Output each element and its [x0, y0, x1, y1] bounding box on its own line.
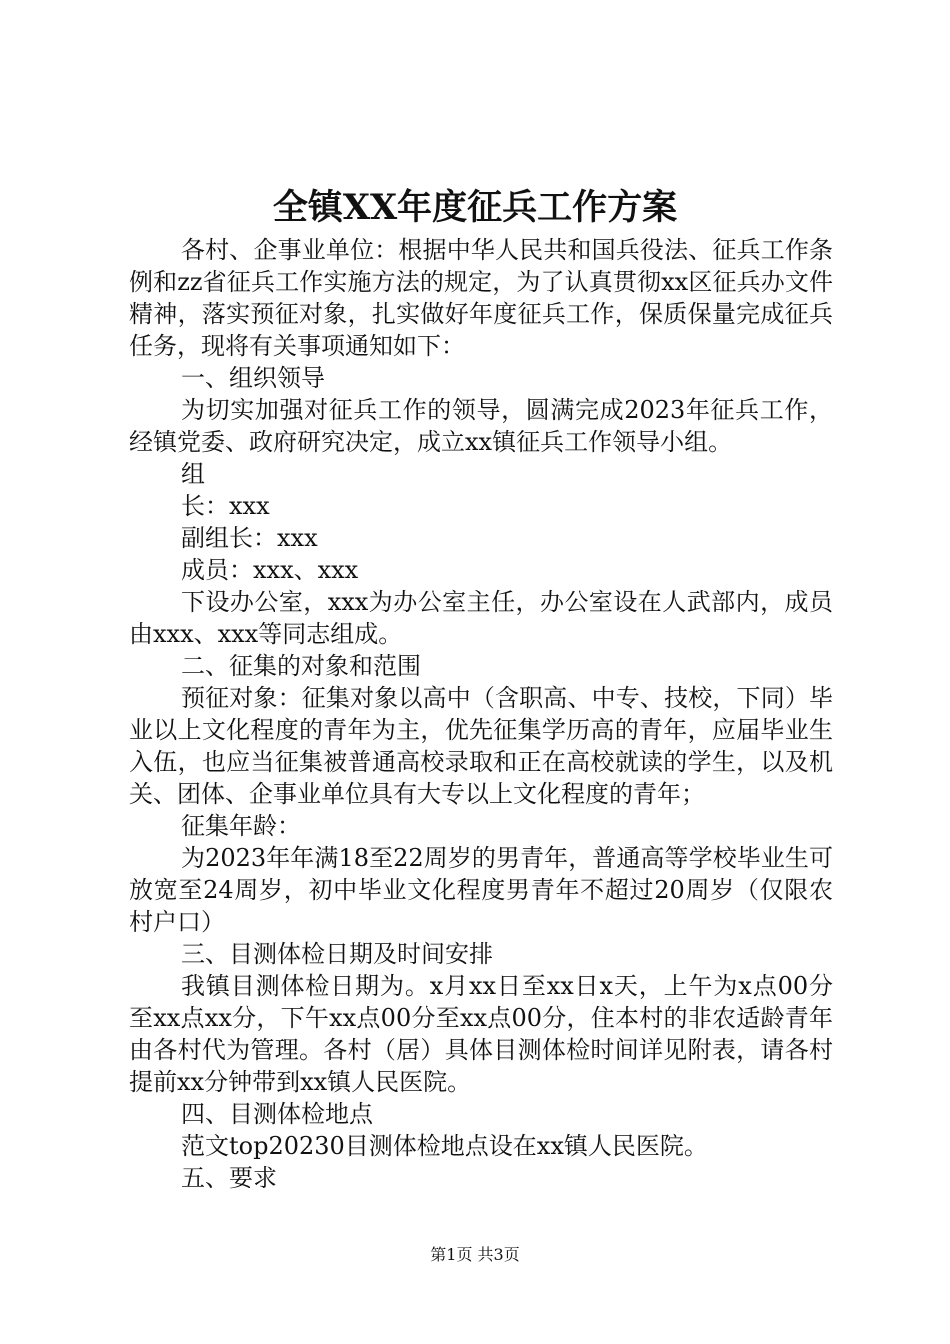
paragraph-intro: 各村、企事业单位：根据中华人民共和国兵役法、征兵工作条例和zz省征兵工作实施方法的规定，为了认真贯彻xx区征兵办文件精神，落实预征对象，扎实做好年度征兵工作，保质保量完成征兵任务，现将有关事项通知如下： — [129, 236, 833, 360]
paragraph-target-group: 预征对象：征集对象以高中（含职高、中专、技校，下同）毕业以上文化程度的青年为主，优先征集学历高的青年，应届毕业生入伍，也应当征集被普通高校录取和正在高校就读的学生，以及机关、团体、企事业单位具有大专以上文化程度的青年； — [129, 684, 833, 808]
paragraph-age-requirement: 为2023年年满18至22周岁的男青年，普通高等学校毕业生可放宽至24周岁，初中毕业文化程度男青年不超过20周岁（仅限农村户口） — [129, 844, 833, 936]
section-heading-4: 四、目测体检地点 — [181, 1100, 373, 1128]
document-body — [129, 234, 833, 1194]
paragraph-schedule: 我镇目测体检日期为。x月xx日至xx日x天，上午为x点00分至xx点xx分，下午xx点00分至xx点00分，住本村的非农适龄青年由各村代为管理。各村（居）具体目测体检时间详见附表，请各村提前xx分钟带到xx镇人民医院。 — [129, 972, 833, 1096]
page-footer: 第1页 共3页 — [430, 1245, 520, 1264]
paragraph-leader: 长：xxx — [181, 492, 270, 520]
document-title: 全镇XX年度征兵工作方案 — [272, 187, 678, 228]
section-heading-5: 五、要求 — [181, 1164, 277, 1192]
paragraph-group: 组 — [181, 460, 205, 488]
section-heading-2: 二、征集的对象和范围 — [181, 652, 421, 680]
paragraph-members: 成员：xxx、xxx — [181, 556, 359, 584]
paragraph-location: 范文top20230目测体检地点设在xx镇人民医院。 — [181, 1132, 708, 1160]
paragraph-leadership: 为切实加强对征兵工作的领导，圆满完成2023年征兵工作，经镇党委、政府研究决定，成立xx镇征兵工作领导小组。 — [129, 396, 833, 456]
section-heading-1: 一、组织领导 — [181, 364, 325, 392]
paragraph-age-label: 征集年龄： — [181, 812, 301, 840]
section-heading-3: 三、目测体检日期及时间安排 — [181, 940, 493, 968]
paragraph-deputy-leader: 副组长：xxx — [181, 524, 318, 552]
paragraph-office: 下设办公室，xxx为办公室主任，办公室设在人武部内，成员由xxx、xxx等同志组成。 — [129, 588, 833, 648]
